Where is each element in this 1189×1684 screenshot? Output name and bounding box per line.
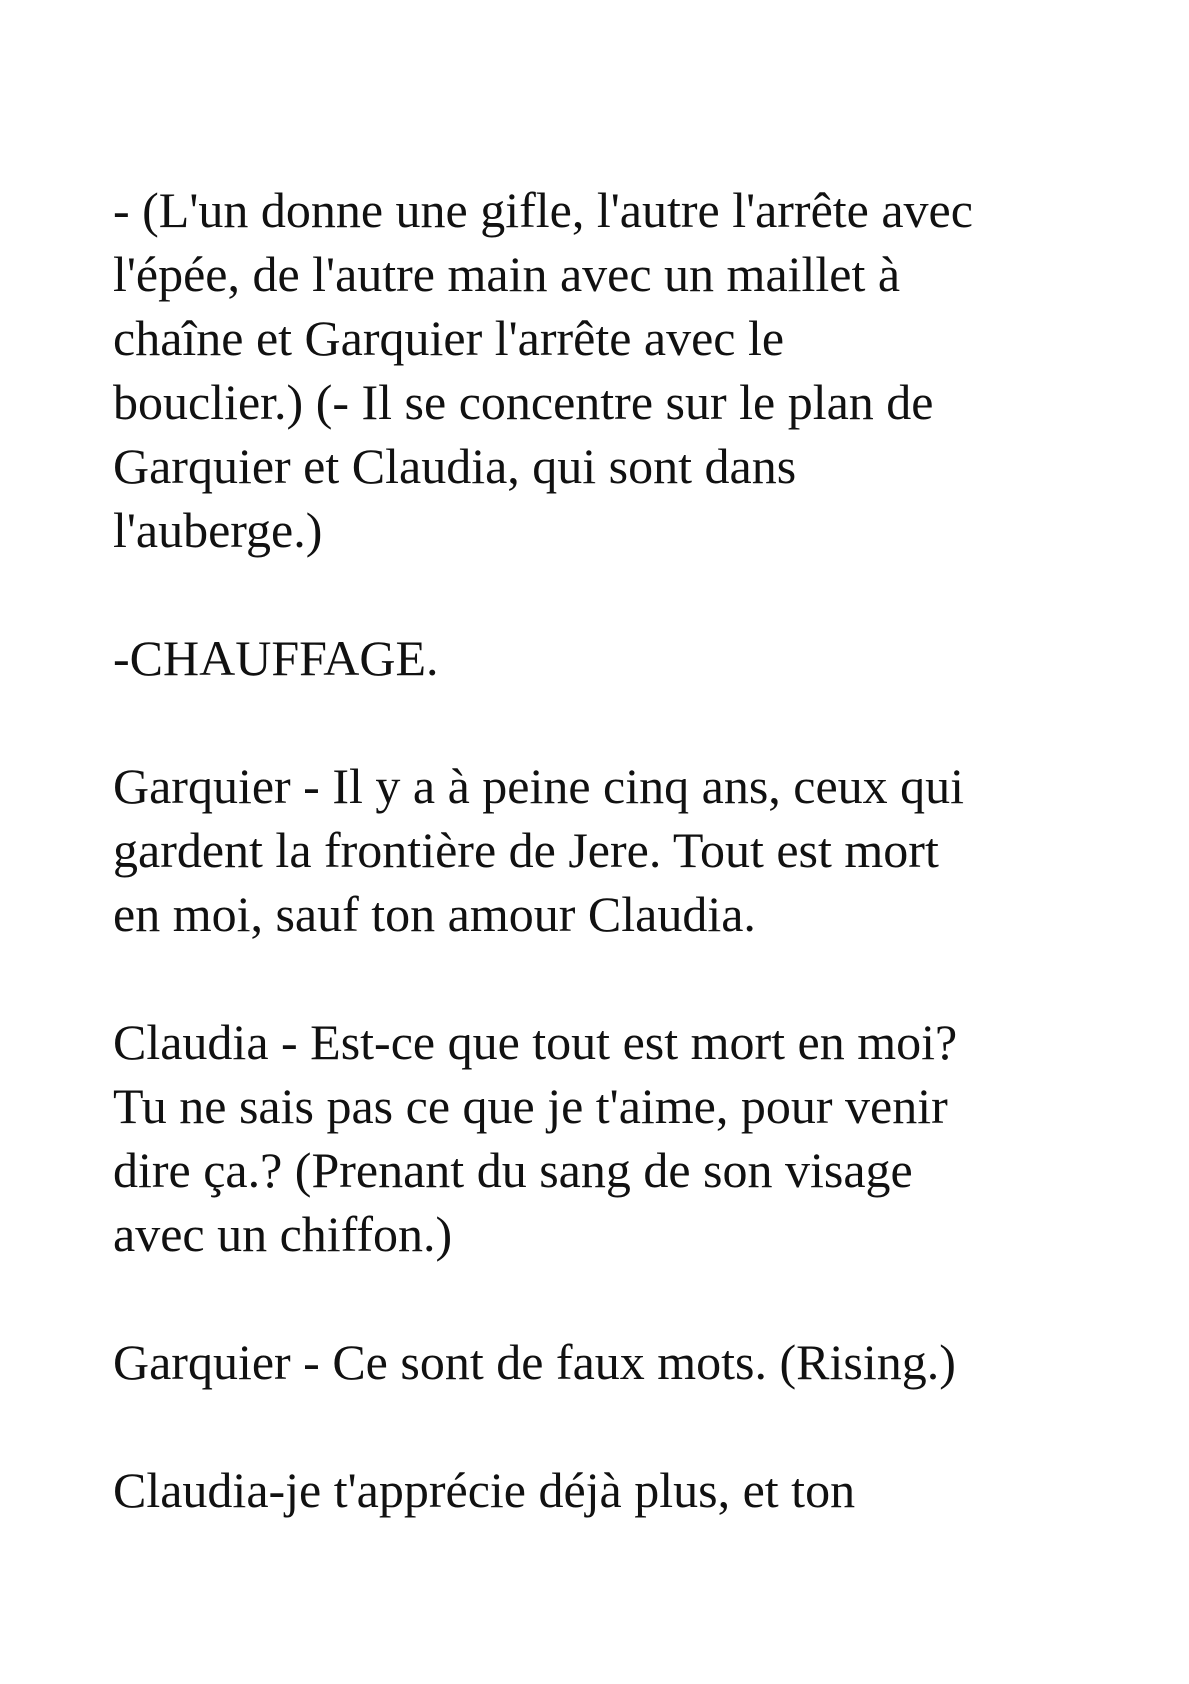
text-line: -CHAUFFAGE. bbox=[113, 630, 439, 686]
text-line: Claudia - Est-ce que tout est mort en moi? bbox=[113, 1014, 958, 1070]
text-line: bouclier.) (- Il se concentre sur le plan de bbox=[113, 374, 934, 430]
text-line: en moi, sauf ton amour Claudia. bbox=[113, 886, 756, 942]
text-line: l'épée, de l'autre main avec un maillet à bbox=[113, 246, 901, 302]
paragraph-dialogue-claudia bbox=[113, 1458, 1103, 1522]
text-line: Tu ne sais pas ce que je t'aime, pour venir bbox=[113, 1078, 948, 1134]
text-line: avec un chiffon.) bbox=[113, 1206, 453, 1262]
text-line: gardent la frontière de Jere. Tout est mort bbox=[113, 822, 939, 878]
text-line: chaîne et Garquier l'arrête avec le bbox=[113, 310, 785, 366]
text-line: Garquier - Il y a à peine cinq ans, ceux qui bbox=[113, 758, 965, 814]
text-line: l'auberge.) bbox=[113, 502, 323, 558]
document-page bbox=[113, 178, 1103, 1586]
paragraph-dialogue-garquier bbox=[113, 754, 1103, 946]
paragraph-dialogue-claudia bbox=[113, 1010, 1103, 1266]
paragraph-dialogue-garquier bbox=[113, 1330, 1103, 1394]
paragraph-stage-direction bbox=[113, 178, 1103, 562]
text-line: Claudia-je t'apprécie déjà plus, et ton bbox=[113, 1462, 856, 1518]
paragraph-scene-heading bbox=[113, 626, 1103, 690]
text-line: Garquier - Ce sont de faux mots. (Rising.) bbox=[113, 1334, 956, 1390]
text-line: dire ça.? (Prenant du sang de son visage bbox=[113, 1142, 913, 1198]
text-line: - (L'un donne une gifle, l'autre l'arrête avec bbox=[113, 182, 973, 238]
text-line: Garquier et Claudia, qui sont dans bbox=[113, 438, 797, 494]
